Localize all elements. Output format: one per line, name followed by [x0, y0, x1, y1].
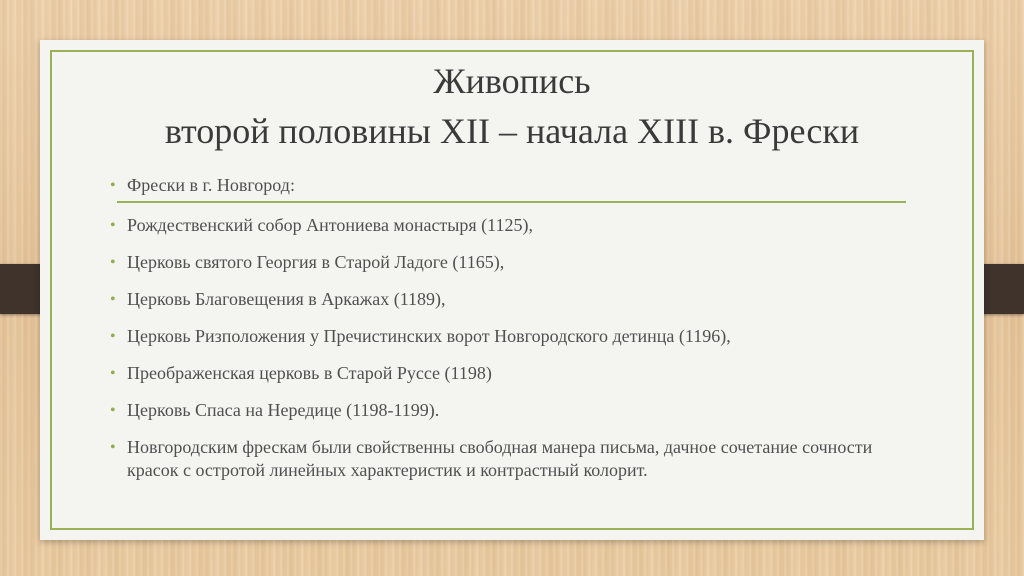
list-item-text: Новгородским фрескам были свойственны свободная манера письма, дачное сочетание сочности красок с остротой линейных характеристик и контрастный колорит.	[127, 437, 873, 480]
list-item-text: Церковь Ризположения у Пречистинских ворот Новгородского детинца (1196),	[127, 326, 731, 346]
list-item-text: Церковь святого Георгия в Старой Ладоге (1165),	[127, 252, 505, 272]
list-item-text: Рождественский собор Антониева монастыря (1125),	[127, 215, 533, 235]
slide-title	[100, 56, 924, 156]
title-line-2: второй половины XII – начала XIII в. Фрески	[164, 111, 860, 151]
bullet-icon: •	[110, 254, 116, 271]
title-line-1: Живопись	[433, 61, 591, 101]
list-item-text: Церковь Спаса на Нередице (1198-1199).	[127, 400, 440, 420]
bullet-icon: •	[110, 177, 116, 194]
list-item	[110, 174, 910, 197]
bullet-icon: •	[110, 291, 116, 308]
list-item-text: Преображенская церковь в Старой Руссе (1198)	[127, 363, 492, 383]
list-item-text: Фрески в г. Новгород:	[127, 175, 295, 195]
bullet-icon: •	[110, 365, 116, 382]
list-item	[110, 399, 910, 422]
list-item	[110, 436, 910, 482]
list-item	[110, 214, 910, 237]
list-item	[110, 251, 910, 274]
list-item	[110, 325, 910, 348]
bullet-icon: •	[110, 328, 116, 345]
bullet-list	[110, 174, 910, 496]
bullet-icon: •	[110, 402, 116, 419]
list-item-text: Церковь Благовещения в Аркажах (1189),	[127, 289, 446, 309]
bullet-icon: •	[110, 439, 116, 456]
slide-paper	[40, 40, 984, 540]
list-item	[110, 362, 910, 385]
bullet-icon: •	[110, 217, 116, 234]
list-item	[110, 288, 910, 311]
